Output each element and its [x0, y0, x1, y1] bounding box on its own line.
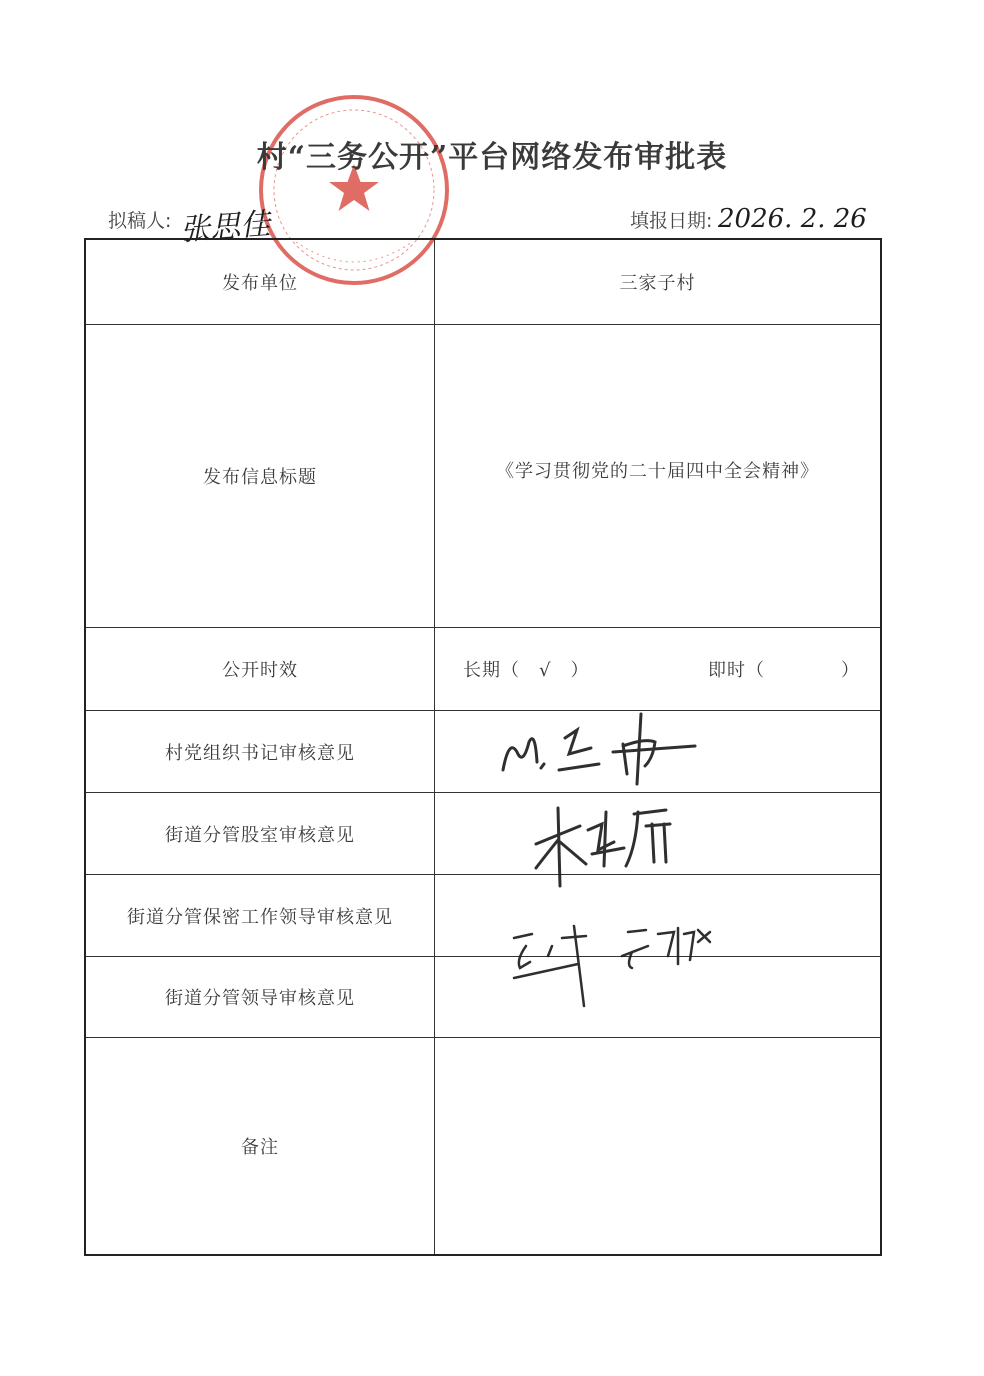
disclosure-term-label: 公开时效: [85, 628, 435, 711]
table-row: [85, 711, 881, 793]
table-row: [85, 957, 881, 1038]
remarks-label: 备注: [85, 1038, 435, 1256]
street-leader-opinion-label: 街道分管领导审核意见: [85, 957, 435, 1038]
approval-table: [84, 238, 882, 1256]
publishing-unit-label: 发布单位: [85, 239, 435, 325]
info-title-cell: [435, 325, 882, 628]
disclosure-term-cell: [435, 628, 882, 711]
fill-date-label: 填报日期:: [630, 210, 713, 232]
street-section-opinion-label: 街道分管股室审核意见: [85, 793, 435, 875]
term-long: 长期（ √ ）: [463, 660, 590, 681]
drafter-label: 拟稿人:: [108, 210, 172, 232]
confidentiality-leader-opinion-label: 街道分管保密工作领导审核意见: [85, 875, 435, 957]
secretary-signature: [495, 708, 705, 788]
term-immediate: 即时（ ）: [708, 660, 860, 681]
table-row: [85, 875, 881, 957]
info-title-value: 《学习贯彻党的二十届四中全会精神》: [496, 461, 819, 482]
fill-date-value: 2026. 2. 26: [718, 204, 867, 234]
table-row: [85, 793, 881, 875]
table-row: [85, 1038, 881, 1256]
section-signature: [530, 800, 680, 888]
leader-signature: [508, 916, 720, 1012]
table-row: [85, 239, 881, 325]
drafter-signature: 张思佳: [179, 206, 272, 249]
publishing-unit-value: 三家子村: [435, 239, 882, 325]
table-row: [85, 325, 881, 628]
info-title-label: 发布信息标题: [85, 325, 435, 628]
remarks-value: [435, 1038, 882, 1256]
village-secretary-opinion-label: 村党组织书记审核意见: [85, 711, 435, 793]
table-row: [85, 628, 881, 711]
page-title: 村“三务公开”平台网络发布审批表: [256, 140, 728, 175]
